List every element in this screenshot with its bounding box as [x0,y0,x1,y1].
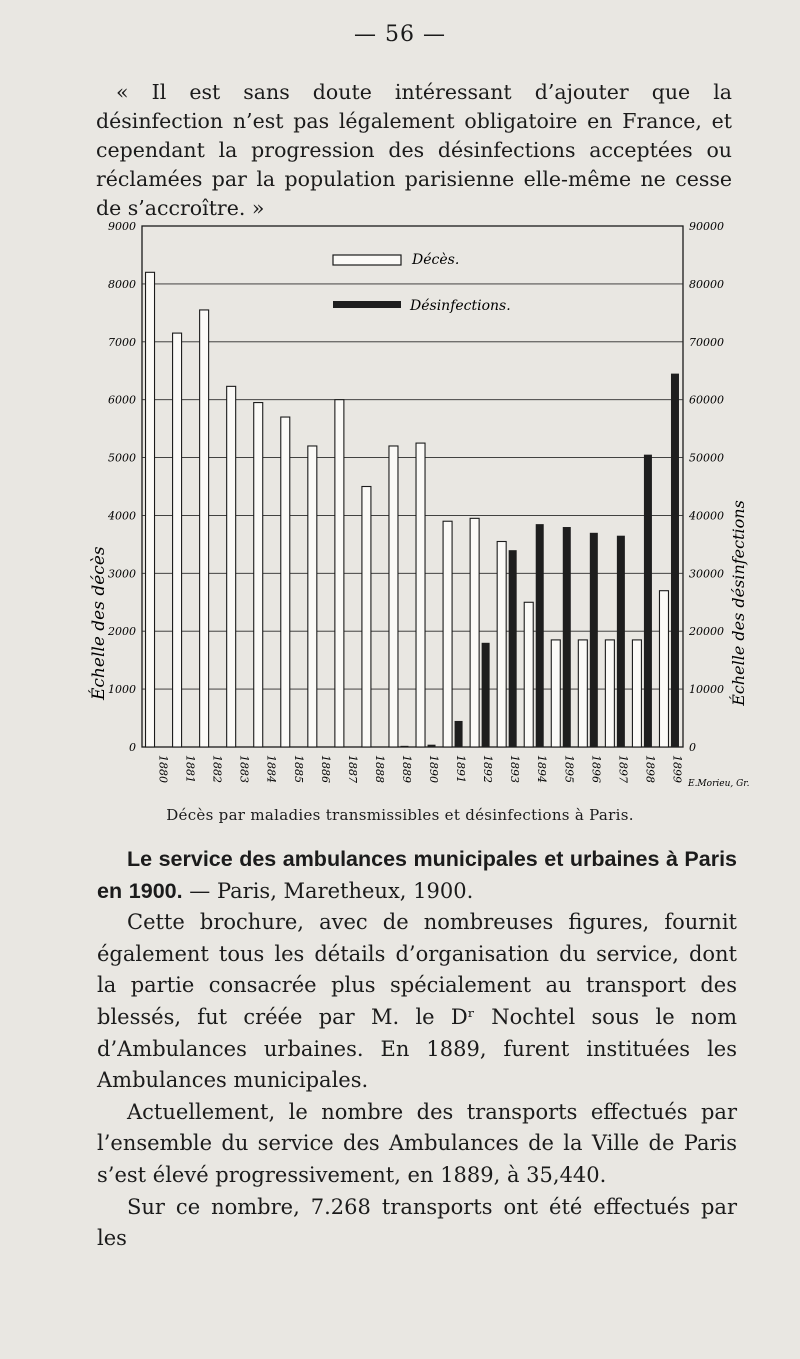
bar-deces-1887 [335,400,344,747]
legend-label-desinfections: Désinfections. [410,298,511,314]
x-tick-label-1898: 1898 [643,755,657,783]
bar-deces-1899 [659,591,668,747]
bar-desinfections-1897 [617,536,625,747]
x-tick-label-1884: 1884 [264,755,278,783]
x-tick-label-1897: 1897 [616,755,630,783]
right-tick-label: 40000 [689,509,724,523]
article-title-year: 1900. [128,878,183,903]
bar-desinfections-1898 [644,455,652,747]
left-tick-label: 1000 [108,683,136,697]
x-tick-label-1896: 1896 [589,755,603,783]
x-tick-label-1883: 1883 [237,755,251,783]
bar-deces-1896 [578,640,587,747]
left-tick-label: 3000 [108,567,136,581]
right-tick-label: 80000 [689,277,724,291]
bar-desinfections-1891 [455,721,463,747]
article-paragraph-1: Cette brochure, avec de nombreuses figures, fournit également tous les détails d’organisation du service, dont la partie consacrée plus spécialement au transport des blessés, fut créée par M. le Dʳ Nochtel sous le nom d’Ambulances urbaines. En 1889, furent instituées les Ambulances municipales. [97,910,737,1093]
bar-deces-1897 [605,640,614,747]
x-tick-label-1890: 1890 [427,755,441,783]
x-tick-label-1889: 1889 [399,755,413,783]
bar-deces-1882 [200,310,209,747]
left-tick-label: 5000 [108,451,136,465]
x-tick-label-1886: 1886 [318,755,332,783]
bar-deces-1898 [632,640,641,747]
chart-bars [146,272,679,747]
right-axis-title: Échelle des désinfections [729,500,748,706]
page-number: — 56 — [354,22,446,47]
x-tick-label-1887: 1887 [345,755,359,783]
bar-desinfections-1892 [482,643,490,747]
x-tick-label-1894: 1894 [535,755,549,783]
right-tick-label: 60000 [689,393,724,407]
bar-deces-1886 [308,446,317,747]
bar-deces-1892 [470,518,479,747]
chart-caption: Décès par maladies transmissibles et désinfections à Paris. [166,806,634,824]
article [97,844,737,1255]
bar-desinfections-1899 [671,374,679,747]
x-tick-label-1880: 1880 [156,755,170,783]
engraver-signature: E.Morieu, Gr. [688,779,750,789]
right-tick-label: 30000 [689,567,724,581]
bar-desinfections-1894 [536,524,544,747]
left-tick-label: 4000 [108,509,136,523]
chart [0,210,800,800]
left-tick-label: 0 [129,741,136,754]
right-tick-label: 0 [689,741,696,754]
legend-swatch-deces [333,255,401,265]
left-axis-ticks [107,220,136,754]
left-tick-label: 9000 [108,220,136,233]
legend-label-deces: Décès. [412,252,460,268]
bar-desinfections-1889 [400,746,408,747]
left-tick-label: 2000 [108,625,136,639]
bar-desinfections-1890 [428,745,436,747]
legend-swatch-desinfections [333,301,401,308]
bar-deces-1890 [416,443,425,747]
quote-paragraph: « Il est sans doute intéressant d’ajouter que la désinfection n’est pas légalement obligatoire en France, et cependant la progression des désinfections acceptées ou réclamées par la population parisienne elle-même ne cesse de s’accroître. » [96,80,732,220]
right-tick-label: 20000 [689,625,724,639]
x-tick-label-1892: 1892 [481,755,495,783]
bar-deces-1884 [254,403,263,747]
article-title-publisher: — Paris, Maretheux, 1900. [189,878,474,903]
bar-deces-1881 [173,333,182,747]
bar-deces-1889 [389,446,398,747]
bar-deces-1888 [362,487,371,748]
right-axis-ticks [688,220,724,754]
x-tick-label-1881: 1881 [183,755,197,783]
left-tick-label: 8000 [108,277,136,291]
bar-deces-1895 [551,640,560,747]
x-tick-label-1891: 1891 [454,755,468,783]
bar-deces-1891 [443,521,452,747]
right-tick-label: 90000 [689,220,724,233]
x-tick-label-1882: 1882 [210,755,224,783]
left-tick-label: 7000 [108,335,136,349]
bar-desinfections-1896 [590,533,598,747]
left-axis-title: Échelle des décès [89,546,109,700]
x-tick-label-1893: 1893 [508,755,522,783]
bar-desinfections-1895 [563,527,571,747]
right-tick-label: 50000 [689,451,724,465]
article-paragraph-2: Actuellement, le nombre des transports effectués par l’ensemble du service des Ambulances de la Ville de Paris s’est élevé progressivement, en 1889, à 35,440. [97,1099,737,1187]
x-tick-label-1899: 1899 [670,755,684,783]
bar-deces-1885 [281,417,290,747]
article-title [97,844,737,907]
bar-deces-1893 [497,541,506,747]
right-tick-label: 70000 [689,335,724,349]
x-tick-label-1895: 1895 [562,755,576,783]
bar-deces-1894 [524,602,533,747]
bar-deces-1880 [146,272,155,747]
right-tick-label: 10000 [689,683,724,697]
article-title-bold: Le service des ambulances municipales et urbaines à Paris en [97,847,737,903]
x-axis-ticks [157,755,684,783]
left-tick-label: 6000 [108,393,136,407]
x-tick-label-1885: 1885 [291,755,305,783]
article-paragraph-3: Sur ce nombre, 7.268 transports ont été effectués par les [97,1194,737,1251]
bar-deces-1883 [227,386,236,747]
bar-desinfections-1893 [509,550,517,747]
x-tick-label-1888: 1888 [372,755,386,783]
